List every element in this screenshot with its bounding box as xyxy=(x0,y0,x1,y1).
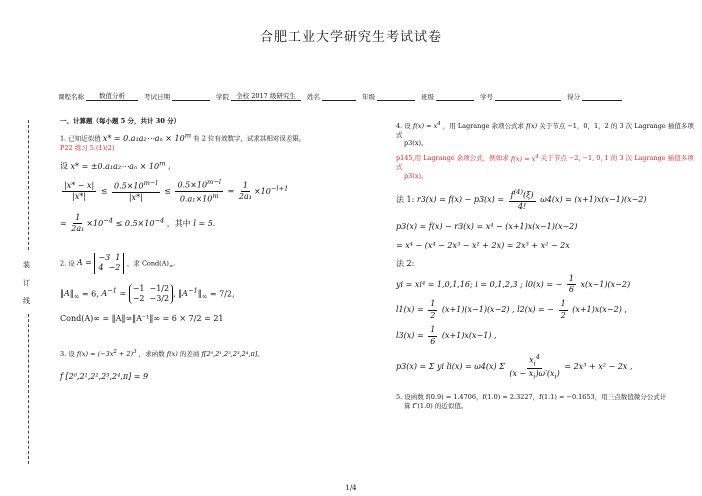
binding-margin xyxy=(19,120,39,465)
q3-text-c: 的差商 xyxy=(179,349,200,358)
q2-text-a: 2. 设 xyxy=(60,259,75,268)
q4-text-a: 4. 设 xyxy=(396,122,411,131)
q1-sol-line1: 设 x* = ±0.a₁a₂⋯aₙ × $10^m$ , xyxy=(60,158,171,171)
id-label: 学号 xyxy=(480,93,493,101)
q4-eq7: p3(x) = Σ yi li(x) = ω4(x) Σ $\frac{x_i^4}{(x - x_i)\omega'(x_i)}$ = 2x³ + x² − 2x , xyxy=(396,352,633,381)
q4-method2: 法 2: xyxy=(396,259,415,269)
q1-formula: x* = 0.a₁a₂⋯aₙ × $10^m$ xyxy=(102,131,192,144)
page-number: 1/4 xyxy=(345,484,357,492)
q1-sol-line2: $\frac{|x* - x|}{|x*|}$ ≤ $\frac{0.5\times 10^{m-l}}{|x*|}$ ≤ $\frac{0.5\times 10^{m-l}}{0.a_1\times 10^m}$ = $\frac{1}{\text{2a₁}}$ $\times 10^{-l+1}$ xyxy=(64,177,289,204)
q3-text-b: ，求函数 xyxy=(138,349,165,358)
year-label: 年级 xyxy=(362,93,375,101)
q4-eq7a: p3(x) = Σ yi li(x) = ω4(x) Σ xyxy=(396,361,505,371)
q4-eq5b: (x+1)(x−1)(x−2) , l2(x) = − xyxy=(441,305,555,315)
q4-eq6b: (x+1)x(x−1) , xyxy=(441,331,497,340)
q4-eq6: l3(x) = $\frac{1}{6}$ (x+1)x(x−1) , xyxy=(396,325,497,346)
q4-eq5c: (x+1)x(x−2) , xyxy=(572,305,627,315)
q1-sol-line3: = $\frac{1}{\text{2a₁}}$ $\times 10^{-4} \le 0.5\times 10^{-4}$ ，其中 l = 5. xyxy=(60,213,216,234)
q1-text-b: 有 2 位有效数字，试求其相对误差限。 xyxy=(193,135,306,144)
q2-cond: Cond(A)∞ = ‖A‖∞‖A⁻¹‖∞ = 6 × 7/2 = 21 xyxy=(60,314,224,324)
exam-header xyxy=(58,91,658,101)
college-label: 学院 xyxy=(216,93,229,101)
q4-eq1b: ω4(x) = (x+1)x(x−1)(x−2) xyxy=(540,195,647,205)
right-column xyxy=(396,121,696,410)
class-field xyxy=(436,100,474,101)
q1-sol-prefix: 设 xyxy=(60,161,68,171)
q5-text-b: 算 f″(1.0) 的近似值。 xyxy=(404,401,468,410)
q4-eq1: r3(x) = f(x) − p3(x) = xyxy=(416,195,505,205)
q4-text-b: ，用 Lagrange 余项公式求 xyxy=(442,122,524,131)
binding-char-2: 订 xyxy=(23,279,30,287)
q4-eq4: yi = xi⁴ = 1,0,1,16; i = 0,1,2,3 ; l0(x) = − $\frac{1}{6}$ x(x−1)(x−2) xyxy=(396,273,631,294)
binding-char-3: 线 xyxy=(23,297,30,305)
q1-text xyxy=(60,131,360,144)
section-heading: 一、计算题（每小题 5 分，共计 30 分） xyxy=(60,117,181,125)
score-field xyxy=(582,100,622,101)
course-label: 课程名称 xyxy=(58,93,84,101)
q4-text: 4. 设 $f(x) = x^4$ ，用 Lagrange 余项公式求 f(x) 关于节点 −1，0，1，2 的 3 次 Lagrange 插值多项式 xyxy=(396,121,694,139)
college-field: 全校 2017 级研究生 xyxy=(231,91,301,101)
q4-eq3: = x⁴ − (x⁴ − 2x³ − x² + 2x) = 2x³ + x² − 2x xyxy=(396,240,570,250)
date-label: 考试日期 xyxy=(144,93,170,101)
q2-norm-a: = 6, xyxy=(81,289,99,299)
q4-ref-b: 关于节点 −2, −1, 0, 1 的 3 次 Lagrange 插值多项式 xyxy=(396,154,694,172)
date-field xyxy=(172,100,210,101)
q1-ref: P22 练习 5.(1)(2) xyxy=(60,144,115,153)
q1-text-a: 1. 已知近似值 xyxy=(60,135,101,144)
q4-eq7b: = 2x³ + x² − 2x , xyxy=(564,361,633,371)
q4-method1: 法 1: xyxy=(396,195,415,205)
exam-title: 合肥工业大学研究生考试试卷 xyxy=(259,30,442,45)
year-field xyxy=(377,100,415,101)
q2-norms: $‖A‖_\infty = 6$, $A^{-1}$ = −1 −1/2 −2 −3/2 , $‖A^{-1}‖_\infty = 7/2$, xyxy=(60,283,235,304)
q3-text: 3. 设 $f(x) = (-3x^2 + 2)^3$ ，求函数 f(x) 的差商 f[2⁰,2¹,2²,2³,2⁴,π]。 xyxy=(60,348,264,358)
class-label: 班级 xyxy=(421,93,434,101)
q3-text-a: 3. 设 xyxy=(60,349,75,358)
q4-eq5: l1(x) = $\frac{1}{2}$ (x+1)(x−1)(x−2) , l2(x) = − $\frac{1}{2}$ (x+1)x(x−2) , xyxy=(396,299,627,320)
q4-eq4b: x(x−1)(x−2) xyxy=(580,279,631,289)
q4-eq4a: yi = xi⁴ = 1,0,1,16; i = 0,1,2,3 ; l0(x) = − xyxy=(396,279,563,289)
left-column xyxy=(60,117,360,383)
name-field xyxy=(322,100,356,101)
q4-eq2: p3(x) = f(x) − r3(x) = x⁴ − (x+1)x(x−1)(x−2) xyxy=(396,222,578,232)
q3-answer: f [2⁰,2¹,2²,2³,2⁴,π] = 9 xyxy=(60,372,149,382)
q4-text-d: p3(x)。 xyxy=(404,139,428,148)
q4-ref-c: p3(x)。 xyxy=(404,171,428,180)
q1-l-eq: l = 5 xyxy=(193,218,213,228)
q4-eq6a: l3(x) = xyxy=(396,331,424,340)
q4-m1-eq1: 法 1: r3(x) = f(x) − p3(x) = $\frac{f^{(4)}(\xi)}{4!}$ ω4(x) = (x+1)x(x−1)(x−2) xyxy=(396,187,647,211)
q5-text: 5. 设函数 f(0.9) = 1.4706，f(1.0) = 2.3227，f(1.1) = −0.1653，用三点数值微分公式计 xyxy=(396,393,667,402)
score-label: 得分 xyxy=(567,93,580,101)
q1-conclusion: ，其中 xyxy=(166,218,191,228)
q4-ref: p145,用 Lagrange 余项公式，例如求 $f(x) = x^4$ 关于节点 −2, −1, 0, 1 的 3 次 Lagrange 插值多项式 xyxy=(396,153,694,172)
id-field xyxy=(495,100,561,101)
q4-ref-a: p145,用 Lagrange 余项公式，例如求 xyxy=(396,154,509,163)
q2-text-b: ，求 Cond(A) xyxy=(126,259,169,268)
binding-char-1: 装 xyxy=(23,261,30,269)
q4-eq5a: l1(x) = xyxy=(396,305,424,315)
q2-norm-inv: = 7/2, xyxy=(209,289,235,299)
q2-text: 2. 设 A = −3 1 4 −2 ，求 $Cond(A)_\infty$. xyxy=(60,252,176,273)
q4-text-c: 关于节点 −1，0，1，2 的 3 次 Lagrange 插值多项式 xyxy=(396,122,694,139)
name-label: 姓名 xyxy=(307,93,320,101)
course-field: 数值分析 xyxy=(86,91,138,101)
